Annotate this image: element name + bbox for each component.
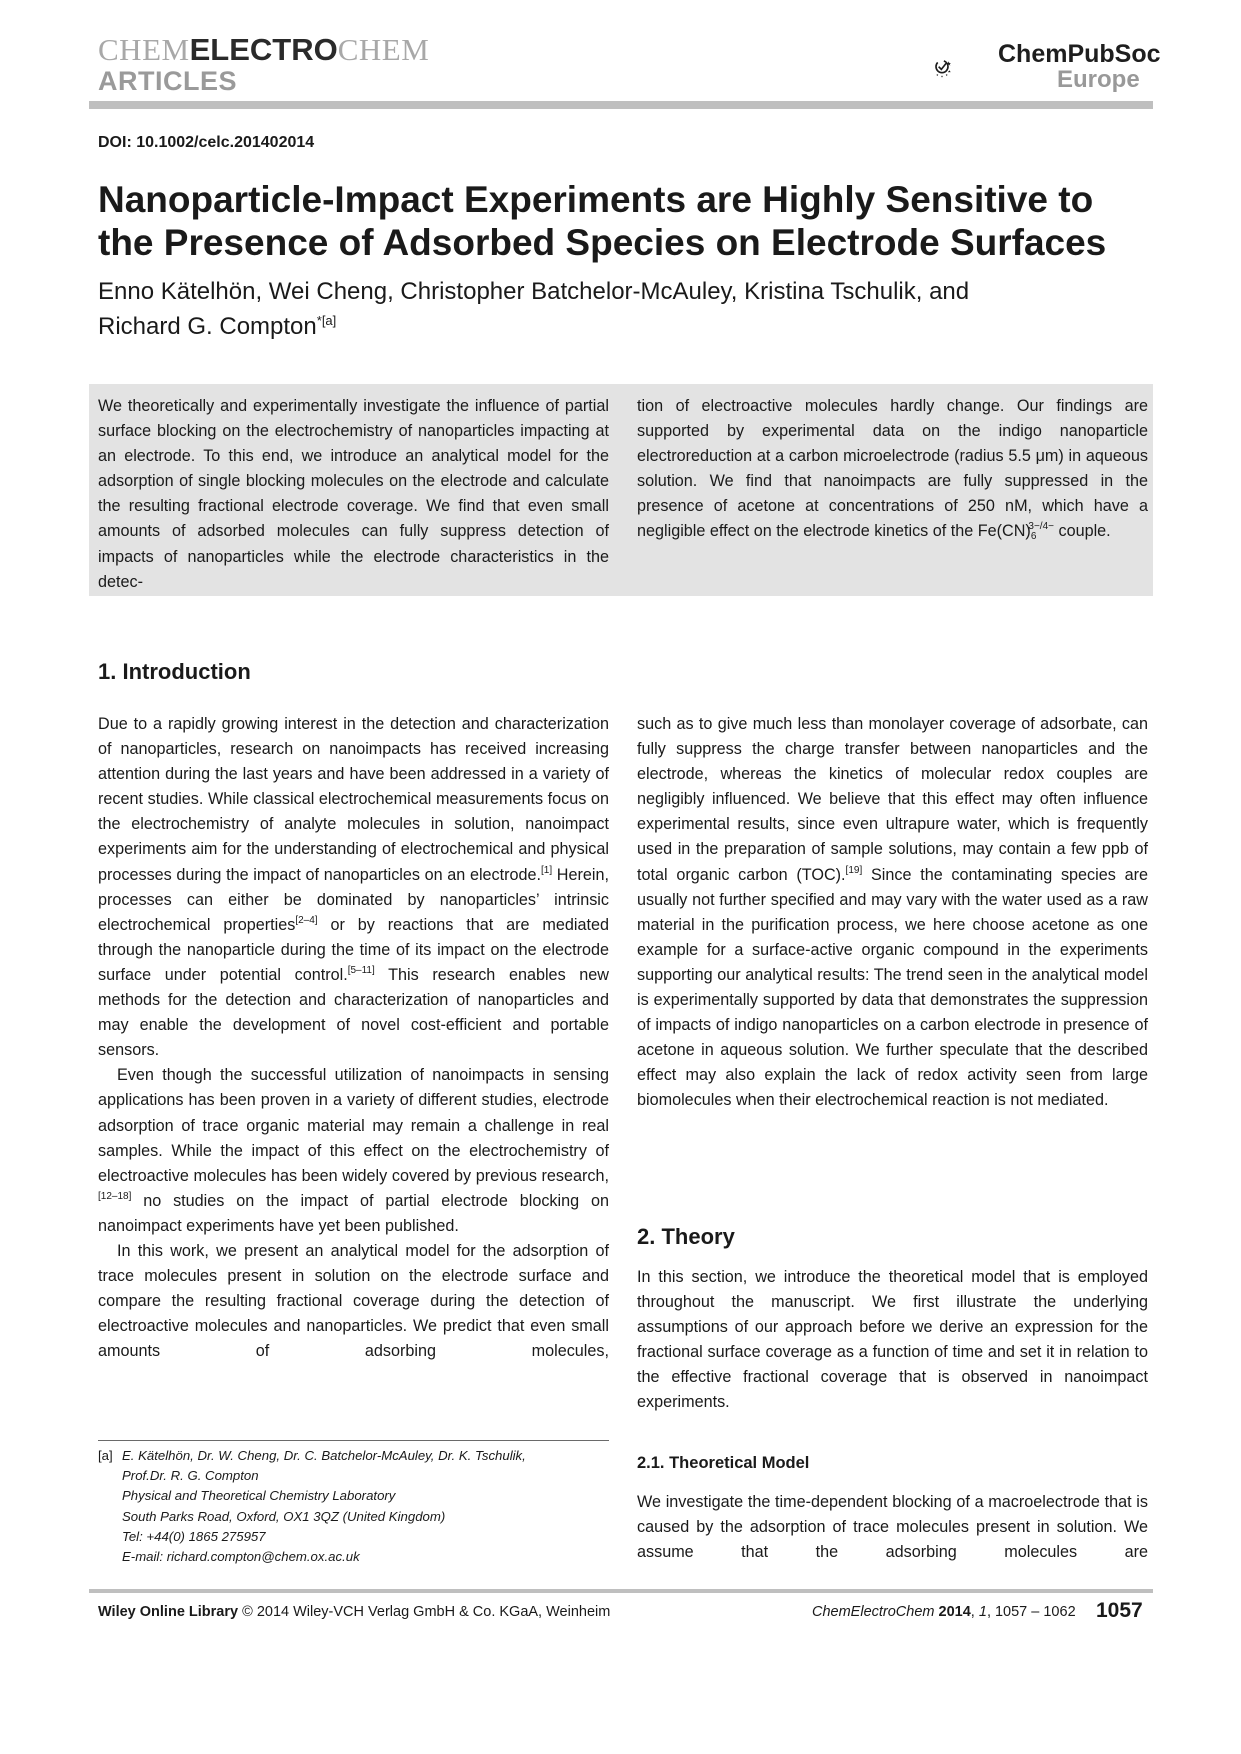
abstract-right: tion of electroactive molecules hardly change. Our findings are supported by experimental data on the indigo nanoparticle electroreduction at a carbon microelectrode (radius 5.5 μm) in aqueous solution. We find that nanoimpacts are fully suppressed in the presence of acetone at concentrations of 250 nM, which have a negligible effect on the electrode kinetics of the $Fe(CN)_6^{3-/4-}$ couple. (637, 397, 1148, 543)
citation-2-4[interactable]: [2–4] (295, 914, 318, 926)
affiliation (98, 1446, 628, 1567)
intro-right-column (637, 712, 1148, 1114)
corresponding-mark: *[a] (316, 313, 337, 328)
affiliation-line: E. Kätelhön, Dr. W. Cheng, Dr. C. Batchelor-McAuley, Dr. K. Tschulik, (122, 1448, 526, 1463)
affiliation-email[interactable]: E-mail: richard.compton@chem.ox.ac.uk (122, 1549, 360, 1565)
author-line-2: Richard G. Compton$^{*[a]}$ (98, 313, 337, 340)
citation-1[interactable]: [1] (541, 864, 553, 876)
footer-rule (89, 1589, 1153, 1593)
citation-5-11[interactable]: [5–11] (347, 964, 375, 976)
affiliation-line: Physical and Theoretical Chemistry Laboratory (122, 1488, 396, 1504)
publisher-name: ChemPubSoc (998, 40, 1161, 68)
footer-publisher: Wiley Online Library © 2014 Wiley-VCH Verlag GmbH & Co. KGaA, Weinheim (98, 1604, 611, 1620)
journal-name: CHEMELECTROCHEM (98, 32, 430, 67)
section-tag: ARTICLES (98, 66, 237, 96)
theory-paragraph: In this section, we introduce the theoretical model that is employed throughout the manuscript. We first illustrate the underlying assumptions of our approach before we derive an expression for the fractional surface coverage as a function of time and set it in relation to the effective fractional coverage that is observed in nanoimpact experiments. (637, 1268, 1148, 1412)
citation-12-18[interactable]: [12–18] (98, 1190, 132, 1202)
model-heading: 2.1. Theoretical Model (637, 1454, 810, 1472)
intro-paragraph-3: In this work, we present an analytical model for the adsorption of trace molecules present in solution on the electrode surface and compare the resulting fractional coverage during the detection of electroactive molecules and nanoparticles. We predict that even small amounts of adsorbing molecules, (98, 1241, 609, 1361)
intro-heading: 1. Introduction (98, 659, 251, 684)
intro-paragraph-2: Even though the successful utilization of nanoimpacts in sensing applications has been proven in a variety of different studies, electrode adsorption of trace organic material may remain a challenge in real samples. While the impact of this effect on the electrochemistry of electroactive molecules has been widely covered by previous research,[12–18] no studies on the impact of partial electrode blocking on nanoimpact experiments have yet been published. (98, 1066, 609, 1235)
affiliation-line: Prof.Dr. R. G. Compton (122, 1468, 259, 1484)
author-line-1: Enno Kätelhön, Wei Cheng, Christopher Batchelor-McAuley, Kristina Tschulik, and (98, 278, 970, 305)
intro-paragraph-1: Due to a rapidly growing interest in the detection and characterization of nanoparticles, research on nanoimpacts has received increasing attention during the last years and have been addressed in a variety of recent studies. While classical electrochemical measurements focus on the electrochemistry of analyte molecules in solution, nanoimpact experiments aim for the understanding of electrochemical and physical processes during the impact of nanoparticles on an electrode.[1] Herein, processes can either be dominated by nanoparticles’ intrinsic electrochemical properties[2–4] or by reactions that are mediated through the nanoparticle during the time of its impact on the electrode surface under potential control.[5–11] This research enables new methods for the detection and characterization of nanoparticles and may enable the development of novel cost-efficient and portable sensors. (98, 715, 609, 1060)
chempubsoc-logo-icon (932, 38, 1002, 98)
publisher-region: Europe (1057, 66, 1140, 93)
footer-citation: ChemElectroChem 2014, 1, 1057 – 1062 (812, 1604, 1076, 1620)
page-number: 1057 (1096, 1599, 1143, 1622)
affiliation-rule (98, 1440, 609, 1441)
affiliation-line: South Parks Road, Oxford, OX1 3QZ (United Kingdom) (122, 1508, 446, 1524)
doi: DOI: 10.1002/celc.201402014 (98, 134, 315, 151)
author-list (98, 277, 1158, 341)
intro-left-column (98, 712, 609, 1364)
affiliation-label: [a] (98, 1448, 113, 1463)
header-rule (89, 101, 1153, 109)
model-paragraph: We investigate the time-dependent blocking of a macroelectrode that is caused by the adsorption of trace molecules present in solution. We assume that the adsorbing molecules are (637, 1493, 1148, 1562)
ferricyanide-formula: $Fe(CN)_6^{3-/4-}$ (977, 521, 1054, 543)
theory-heading: 2. Theory (637, 1224, 735, 1249)
wiley-library-link[interactable]: Wiley Online Library (98, 1604, 239, 1620)
abstract-left: We theoretically and experimentally investigate the influence of partial surface blocking on the electrochemistry of nanoparticles impacting at an electrode. To this end, we introduce an analytical model for the adsorption of single blocking molecules on the electrode and calculate the resulting fractional electrode coverage. We find that even small amounts of adsorbed molecules can fully suppress detection of impacts of nanoparticles while the electrode characteristics in the detec- (98, 397, 609, 591)
citation-19[interactable]: [19] (845, 864, 863, 876)
intro-paragraph-3-cont: such as to give much less than monolayer coverage of adsorbate, can fully suppress the charge transfer between nanoparticles and the electrode, whereas the kinetics of molecular redox couples are negligibly influenced. We believe that this effect may often influence experimental results, since even ultrapure water, which is frequently used in the preparation of sample solutions, may contain a few ppb of total organic carbon (TOC).[19] Since the contaminating species are usually not further specified and may vary with the water used as a raw material in the purification process, we here choose acetone as one example for a surface-active organic compound in the experiments supporting our analytical results: The trend seen in the analytical model is experimentally supported by data that demonstrates the suppression of impacts of indigo nanoparticles on a carbon electrode in presence of acetone in aqueous solution. We further speculate that the described effect may also explain the lack of redox activity seen from large biomolecules when their electrochemical reaction is not mediated. (637, 715, 1148, 1110)
affiliation-line: Tel: +44(0) 1865 275957 (122, 1528, 266, 1544)
article-title: Nanoparticle-Impact Experiments are Highly Sensitive to the Presence of Adsorbed Species on Electrode Surfaces (98, 179, 1107, 263)
